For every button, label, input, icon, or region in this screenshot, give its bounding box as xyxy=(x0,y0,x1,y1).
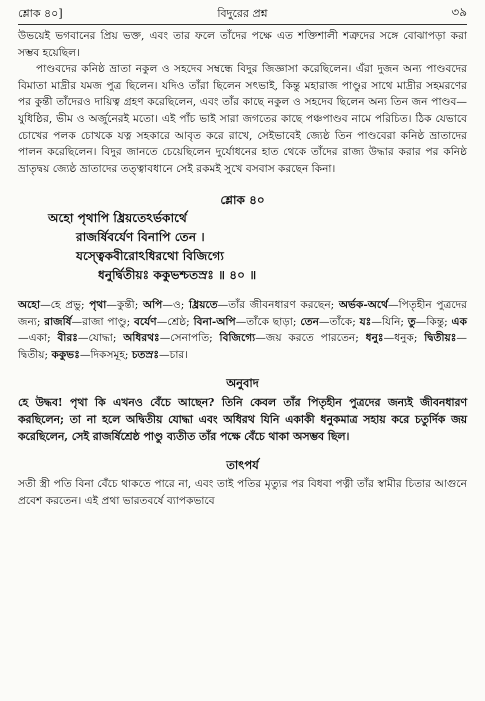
synonym-meaning: —কিন্তু; xyxy=(415,315,452,328)
synonym-word: ধনুঃ xyxy=(365,332,384,345)
paragraph: পাণ্ডবদের কনিষ্ঠ ভ্রাতা নকুল ও সহদেব সম্বন্ধে বিদুর জিজ্ঞাসা করেছিলেন। এঁরা দুজন অন্য পাণ্ডবদের বিমাতা মাদ্রীর যমজ পুত্র ছিলেন। যদিও তাঁরা ছিলেন সৎভাই, কিন্তু মহারাজ পাণ্ডুর সাথে মাদ্রীর সহমরণের পর কুন্তী তাঁদেরও দায়িত্ব গ্রহণ করেছিলেন, এবং তাঁর কাছে নকুল ও সহদেব ছিলেন অন্য তিন জন পাণ্ডব—যুধিষ্ঠির, ভীম ও অর্জুনেরই মতো। এই পাঁচ ভাই সারা জগতের কাছে পঞ্চপাণ্ডব নামে পরিচিত। ঠিক যেভাবে চোখের পলক চোখকে যত্ন সহকারে আবৃত করে রাখে, সেইভাবেই জ্যেষ্ঠ তিন পাণ্ডবেরা কনিষ্ঠ ভ্রাতাদের পালন করেছিলেন। বিদুর জানতে চেয়েছিলেন দুর্যোধনের হাত থেকে তাঁদের রাজ্য উদ্ধার করার পর কনিষ্ঠ ভ্রাতৃদ্বয় জ্যেষ্ঠ ভ্রাতাদের তত্ত্বাবধানে সেই রকমই সুখে বসবাস করছেন কিনা। xyxy=(18,63,467,175)
synonym-meaning: —শ্রেষ্ঠ; xyxy=(156,315,194,328)
synonym-meaning: —দ্বিতীয়; xyxy=(18,332,467,361)
synonym-meaning: —যিনি; xyxy=(371,315,408,328)
synonym-word: ককুভঃ xyxy=(51,348,80,361)
synonym-word: চতস্রঃ xyxy=(131,348,160,361)
synonym-meaning: —রাজা পাণ্ডু; xyxy=(71,315,135,328)
running-header xyxy=(18,4,467,22)
synonym-meaning: —জয় করতে পারতেন; xyxy=(255,332,366,345)
synonym-word: বীরঃ xyxy=(57,332,78,345)
synonym-meaning: —পিতৃহীন পুত্রদের জন্য; xyxy=(18,299,468,328)
synonym-word: দ্বিতীয়ঃ xyxy=(424,332,457,345)
synonym-meaning: —দিকসমূহ; xyxy=(79,348,132,361)
verse-line: রাজর্ষিবর্যেণ বিনাপি তেন । xyxy=(76,230,205,245)
paragraph: উভয়েই ভগবানের প্রিয় ভক্ত, এবং তার ফলে তাঁদের পক্ষে এত শক্তিশালী শত্রুদের সঙ্গে বোঝাপড়া করা সম্ভব হয়েছিল। xyxy=(18,30,467,59)
header-chapter-title: বিদুরের প্রশ্ন xyxy=(217,7,268,20)
synonym-meaning: —ও; xyxy=(162,299,189,312)
synonym-word: এক xyxy=(451,315,467,328)
synonym-word: অপি xyxy=(142,299,163,312)
verse-line: ধনুর্দ্বিতীয়ঃ ককুভশ্চতস্রঃ ॥ ৪০ ॥ xyxy=(98,268,257,283)
purport-text: সতী স্ত্রী পতি বিনা বেঁচে থাকতে পারে না, এবং তাই পতির মৃত্যুর পর বিধবা পত্নী তাঁর স্বামীর চিতার আগুনে প্রবেশ করতেন। এই প্রথা ভারতবর্ষে ব্যাপকভাবে xyxy=(18,478,467,507)
synonym-word: অহো xyxy=(18,299,41,312)
synonym-meaning: —তাঁর জীবনধারণ করছেন; xyxy=(217,299,339,312)
synonym-word: যঃ xyxy=(359,315,372,328)
synonym-meaning: —তাঁকে; xyxy=(318,315,360,328)
translation-text: হে উদ্ধব! পৃথা কি এখনও বেঁচে আছেন? তিনি কেবল তাঁর পিতৃহীন পুত্রদের জন্যই জীবনধারণ করছিলেন; তা না হলে অদ্বিতীয় যোদ্ধা এবং অধিরথ যিনি একাকী ধনুকমাত্র সহায় করে চতুর্দিক জয় করেছিলেন, সেই রাজর্ষিশ্রেষ্ঠ পাণ্ডু ব্যতীত তাঁর পক্ষে বেঁচে থাকা অসম্ভব ছিল। xyxy=(18,396,467,444)
synonyms-block xyxy=(18,297,467,363)
synonym-meaning: —যোদ্ধা; xyxy=(77,332,124,345)
synonym-meaning: —একা; xyxy=(18,332,58,345)
synonym-word: রাজর্ষি xyxy=(44,315,72,328)
verse-heading: শ্লোক ৪০ xyxy=(220,193,265,208)
synonym-meaning: —কুন্তী; xyxy=(106,299,143,312)
synonym-word: বিজিগ্যে xyxy=(219,332,256,345)
synonym-word: তেন xyxy=(300,315,319,328)
synonym-meaning: —তাঁকে ছাড়া; xyxy=(235,315,301,328)
page-body xyxy=(18,28,467,510)
header-verse-ref: শ্লোক ৪০] xyxy=(18,7,63,20)
synonym-word: ধ্রিয়তে xyxy=(188,299,218,312)
verse-line: যস্ত্বেকবীরোঽধিরথো বিজিগ্যে xyxy=(76,249,224,264)
verse-line: অহো পৃথাপি ধ্রিয়তেঽর্ভকার্থে xyxy=(48,211,187,226)
synonym-word: তু xyxy=(407,315,416,328)
synonym-meaning: —সেনাপতি; xyxy=(159,332,220,345)
synonym-word: বিনা-অপি xyxy=(193,315,236,328)
synonym-word: অধিরথঃ xyxy=(123,332,160,345)
header-rule xyxy=(18,24,467,25)
synonym-word: পৃথা xyxy=(89,299,107,312)
synonym-meaning: —চার। xyxy=(159,348,189,361)
purport-heading: তাৎপর্য xyxy=(226,458,259,473)
page-number: ৩৯ xyxy=(451,5,467,19)
synonym-word: বর্যেণ xyxy=(134,315,157,328)
synonym-word: অর্ভক-অর্থে xyxy=(338,299,389,312)
translation-heading: অনুবাদ xyxy=(226,376,259,391)
synonym-meaning: —হে প্রভু; xyxy=(40,299,90,312)
synonym-meaning: —ধনুক; xyxy=(383,332,425,345)
